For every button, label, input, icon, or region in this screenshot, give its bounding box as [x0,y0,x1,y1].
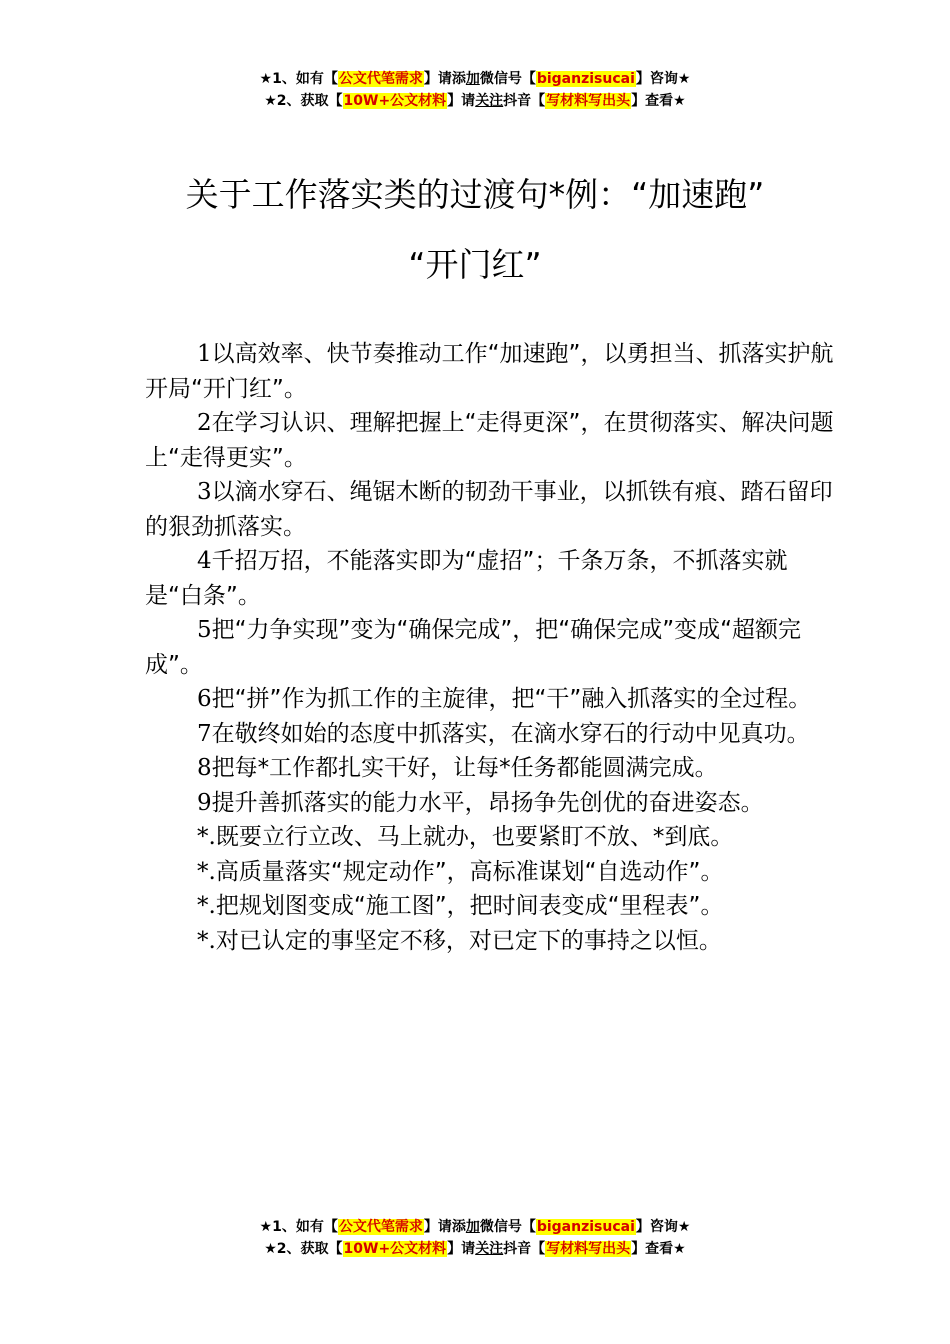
item-text: 在学习认识、理解把握上“走得更深”，在贯彻落实、解决问题上“走得更实”。 [145,410,834,471]
highlight-service: 公文代笔需求 [338,1219,423,1235]
list-item [145,337,835,406]
item-text: 把“拼”作为抓工作的主旋律，把“干”融入抓落实的全过程。 [211,686,812,712]
list-item [145,544,835,613]
item-number: 7 [197,720,212,747]
item-number: *. [197,893,216,919]
item-number: 1 [197,341,212,367]
item-number: 2 [197,410,212,436]
item-text: 把规划图变成“施工图”，把时间表变成“里程表”。 [215,893,724,919]
item-number: 8 [197,755,212,781]
item-text: 既要立行立改、马上就办，也要紧盯不放、*到底。 [215,824,734,850]
highlight-wechat-id: biganzisucai [536,71,635,87]
item-number: *. [197,824,216,850]
list-item [145,751,835,786]
item-number: *. [197,927,216,954]
item-number: 3 [197,479,212,505]
highlight-wechat-id: biganzisucai [536,1219,635,1235]
list-item [145,475,835,544]
item-text: 以滴水穿石、绳锯木断的韧劲干事业，以抓铁有痕、踏石留印的狠劲抓落实。 [145,479,833,540]
item-number: *. [197,858,216,885]
item-text: 千招万招，不能落实即为“虚招”；千条万条，不抓落实就是“白条”。 [145,548,788,609]
list-item [145,889,835,924]
item-number: 6 [197,686,212,712]
item-text: 在敬终如始的态度中抓落实，在滴水穿石的行动中见真功。 [211,720,810,747]
item-text: 把“力争实现”变为“确保完成”，把“确保完成”变成“超额完成”。 [145,617,802,678]
footer-promo-banner [0,1216,950,1260]
list-item [145,855,835,890]
item-text: 高质量落实“规定动作”，高标准谋划“自选动作”。 [215,858,724,885]
title-line-2: “开门红” [408,245,542,284]
item-number: 5 [197,617,212,643]
item-number: 4 [197,548,212,574]
highlight-douyin-account: 写材料写出头 [546,1241,631,1257]
list-item [145,613,835,682]
item-text: 提升善抓落实的能力水平，昂扬争先创优的奋进姿态。 [211,789,764,816]
item-text: 对已认定的事坚定不移，对已定下的事持之以恒。 [215,927,722,954]
list-item [145,786,835,821]
list-item [145,406,835,475]
list-item [145,682,835,717]
title-line-1: 关于工作落实类的过渡句*例：“加速跑” [185,175,765,214]
list-item [145,924,835,959]
highlight-service: 公文代笔需求 [338,71,423,87]
promo-line-1: ★1、如有【公文代笔需求】请添加微信号【biganzisucai】咨询★ [259,1219,691,1235]
promo-line-1: ★1、如有【公文代笔需求】请添加微信号【biganzisucai】咨询★ [259,71,691,87]
promo-line-2: ★2、获取【10W+公文材料】请关注抖音【写材料写出头】查看★ [264,93,686,109]
header-promo-banner [0,68,950,112]
highlight-douyin-account: 写材料写出头 [546,93,631,109]
item-number: 9 [197,789,212,816]
document-title [100,170,850,290]
list-item [145,820,835,855]
item-text: 以高效率、快节奏推动工作“加速跑”，以勇担当、抓落实护航开局“开门红”。 [145,341,834,402]
highlight-materials: 10W+公文材料 [343,93,447,109]
transition-sentence-list [145,337,835,958]
item-text: 把每*工作都扎实干好，让每*任务都能圆满完成。 [211,755,718,781]
highlight-materials: 10W+公文材料 [343,1241,447,1257]
promo-line-2: ★2、获取【10W+公文材料】请关注抖音【写材料写出头】查看★ [264,1241,686,1257]
list-item [145,717,835,752]
